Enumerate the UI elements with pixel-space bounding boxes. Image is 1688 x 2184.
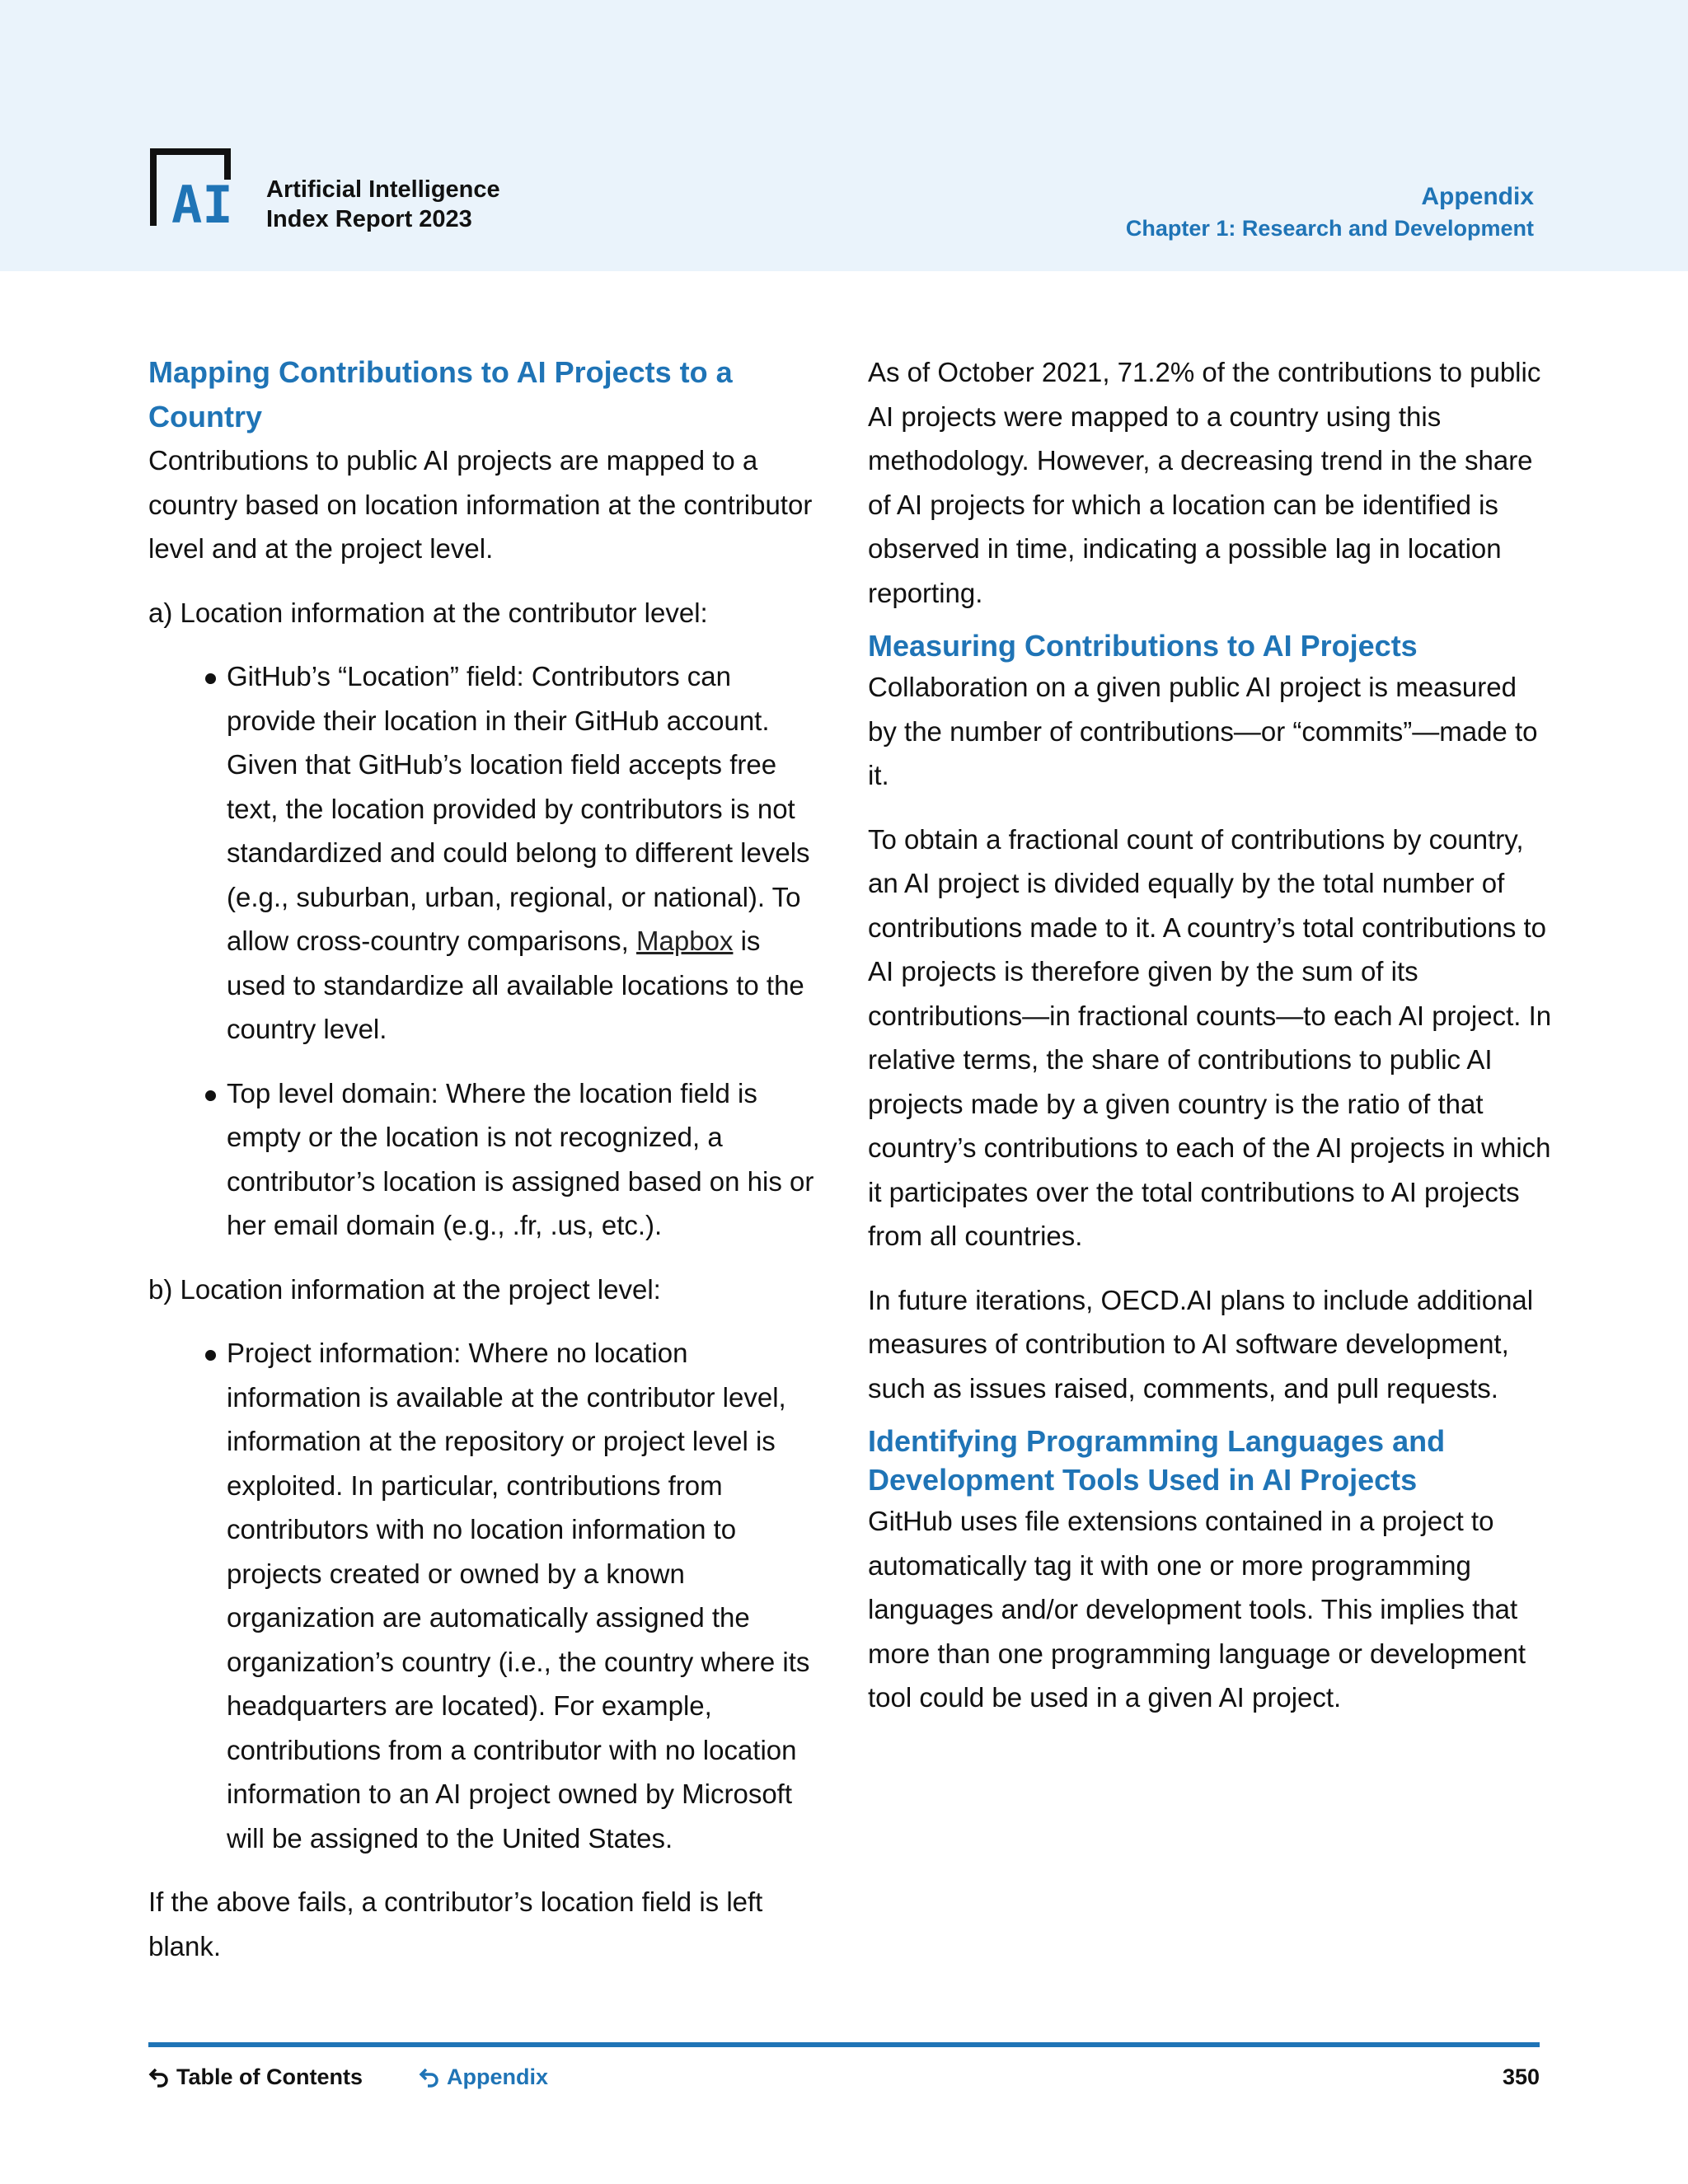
- contributor-level-label: a) Location information at the contributor level:: [148, 597, 708, 628]
- intro-paragraph: Contributions to public AI projects are mapped to a country based on location information at the contributor level and at the project level.: [148, 445, 813, 564]
- appendix-link[interactable]: [419, 2060, 548, 2093]
- heading-mapping-contributions: Mapping Contributions to AI Projects to a Country: [148, 355, 733, 434]
- table-of-contents-link[interactable]: [148, 2060, 363, 2093]
- report-title: [266, 175, 500, 234]
- mapbox-link[interactable]: Mapbox: [636, 926, 734, 956]
- list-item-github-location: [227, 654, 824, 1052]
- footer-divider: [148, 2042, 1540, 2047]
- mapping-stats-paragraph: As of October 2021, 71.2% of the contributions to public AI projects were mapped to a country using this methodology. However, a decreasing trend in the share of AI projects for which a location can be identified is observed in time, indicating a possible lag in location reporting.: [868, 357, 1541, 608]
- list-item-project-information: Project information: Where no location information is available at the contributor level, information at the repository or project level is exploited. In particular, contributions from contributors with no location information to projects created or owned by a known organization are automatically assigned the organization’s country (i.e., the country where its headquarters are located). For example, contributions from a contributor with no location information to an AI project owned by Microsoft will be assigned to the United States.: [227, 1331, 824, 1860]
- collaboration-paragraph: Collaboration on a given public AI project is measured by the number of contributions—or “commits”—made to it.: [868, 672, 1538, 790]
- report-title-line1: Artificial Intelligence: [266, 176, 500, 203]
- page-header: [0, 0, 1688, 271]
- return-arrow-icon: [148, 2066, 170, 2088]
- closing-paragraph: If the above fails, a contributor’s location field is left blank.: [148, 1886, 763, 1961]
- right-column: [868, 350, 1552, 1740]
- return-arrow-icon: [419, 2066, 440, 2088]
- file-extensions-paragraph: GitHub uses file extensions contained in a project to automatically tag it with one or more programming languages and/or development tools. This implies that more than one programming language or development tool could be used in a given AI project.: [868, 1506, 1526, 1713]
- heading-programming-languages: Identifying Programming Languages and Development Tools Used in AI Projects: [868, 1424, 1446, 1497]
- chapter-label: Chapter 1: Research and Development: [1125, 216, 1534, 241]
- contributor-level-list: [148, 654, 824, 1248]
- fractional-count-paragraph: To obtain a fractional count of contributions by country, an AI project is divided equally by the total number of contributions made to it. A country’s total contributions to AI projects is therefore given by the sum of its contributions—in fractional counts—to each AI project. In relative terms, the share of contributions to public AI projects made by a given country is the ratio of that country’s contributions to each of the AI projects in which it participates over the total contributions to AI projects from all countries.: [868, 823, 1552, 1251]
- heading-measuring-contributions: Measuring Contributions to AI Projects: [868, 629, 1418, 663]
- list-item-top-level-domain: Top level domain: Where the location field is empty or the location is not recognized, a contributor’s location is assigned based on his or her email domain (e.g., .fr, .us, etc.).: [227, 1071, 824, 1248]
- bullet1-text: GitHub’s “Location” field: Contributors can provide their location in their GitHub account. Given that GitHub’s location field accepts free text, the location provided by contributors is not standardized and could belong to different levels (e.g., suburban, urban, regional, or national). To allow cross-country comparisons,: [227, 661, 810, 956]
- future-iterations-paragraph: In future iterations, OECD.AI plans to include additional measures of contribution to AI software development, such as issues raised, comments, and pull requests.: [868, 1284, 1534, 1404]
- report-title-line2: Index Report 2023: [266, 206, 472, 232]
- section-label: Appendix: [1421, 183, 1534, 210]
- project-level-list: [148, 1331, 824, 1860]
- toc-label: Table of Contents: [176, 2064, 363, 2089]
- page-number: 350: [1502, 2064, 1540, 2089]
- ai-index-logo: [148, 147, 241, 229]
- appendix-footer-label: Appendix: [447, 2064, 549, 2089]
- left-column: [148, 350, 824, 1988]
- bullet1-text-end: is used to standardize all available locations to the country level.: [227, 926, 804, 1044]
- svg-text:AI: AI: [171, 175, 233, 229]
- project-level-label: b) Location information at the project level:: [148, 1273, 661, 1305]
